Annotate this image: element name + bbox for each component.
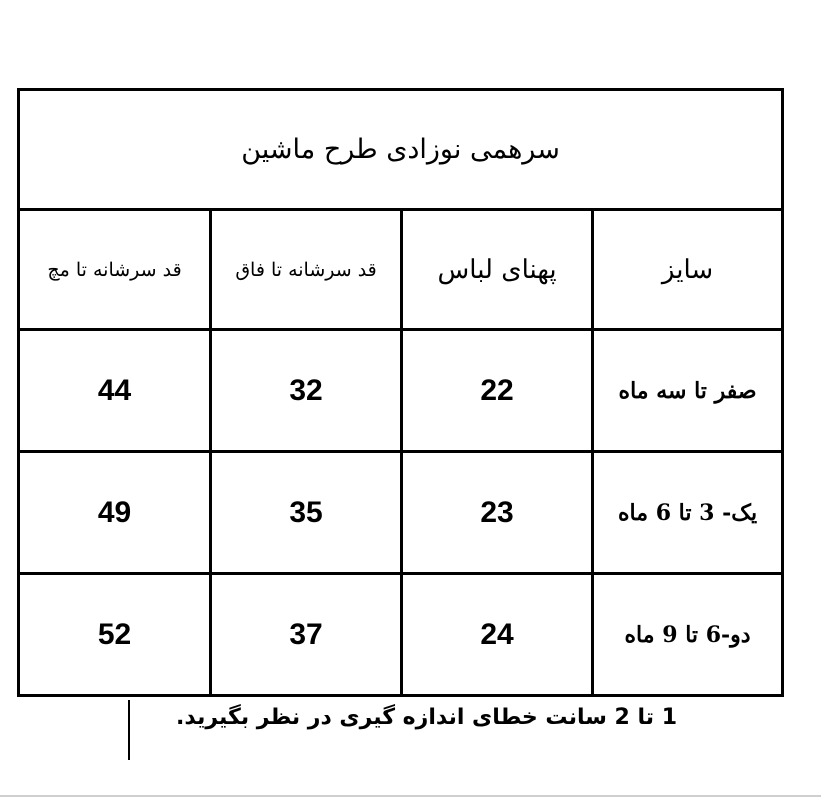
cell-shoulder-to-ankle: 37 [211, 574, 402, 696]
page-bottom-rule [0, 795, 821, 797]
header-body-width: پهنای لباس [402, 210, 593, 330]
row-size-label: صفر تا سه ماه [593, 330, 783, 452]
table-row [19, 574, 783, 696]
table-row [19, 330, 783, 452]
measurement-note: 1 تا 2 سانت خطای اندازه گیری در نظر بگیرید. [176, 705, 677, 730]
text-cursor [128, 700, 130, 760]
header-shoulder-to-ankle: قد سرشانه تا فاق [211, 210, 402, 330]
cell-body-width: 24 [402, 574, 593, 696]
cell-shoulder-to-ankle: 35 [211, 452, 402, 574]
table-row [19, 452, 783, 574]
header-size: سایز [593, 210, 783, 330]
header-shoulder-to-wrist: قد سرشانه تا مچ [19, 210, 211, 330]
row-size-label: دو-6 تا 9 ماه [593, 574, 783, 696]
cell-body-width: 23 [402, 452, 593, 574]
cell-shoulder-to-wrist: 52 [19, 574, 211, 696]
cell-shoulder-to-wrist: 49 [19, 452, 211, 574]
cell-shoulder-to-ankle: 32 [211, 330, 402, 452]
table-title: سرهمی نوزادی طرح ماشین [19, 90, 783, 210]
cell-body-width: 22 [402, 330, 593, 452]
cell-shoulder-to-wrist: 44 [19, 330, 211, 452]
row-size-label: یک- 3 تا 6 ماه [593, 452, 783, 574]
size-chart-table [17, 88, 784, 697]
header-row [19, 210, 783, 330]
title-row [19, 90, 783, 210]
